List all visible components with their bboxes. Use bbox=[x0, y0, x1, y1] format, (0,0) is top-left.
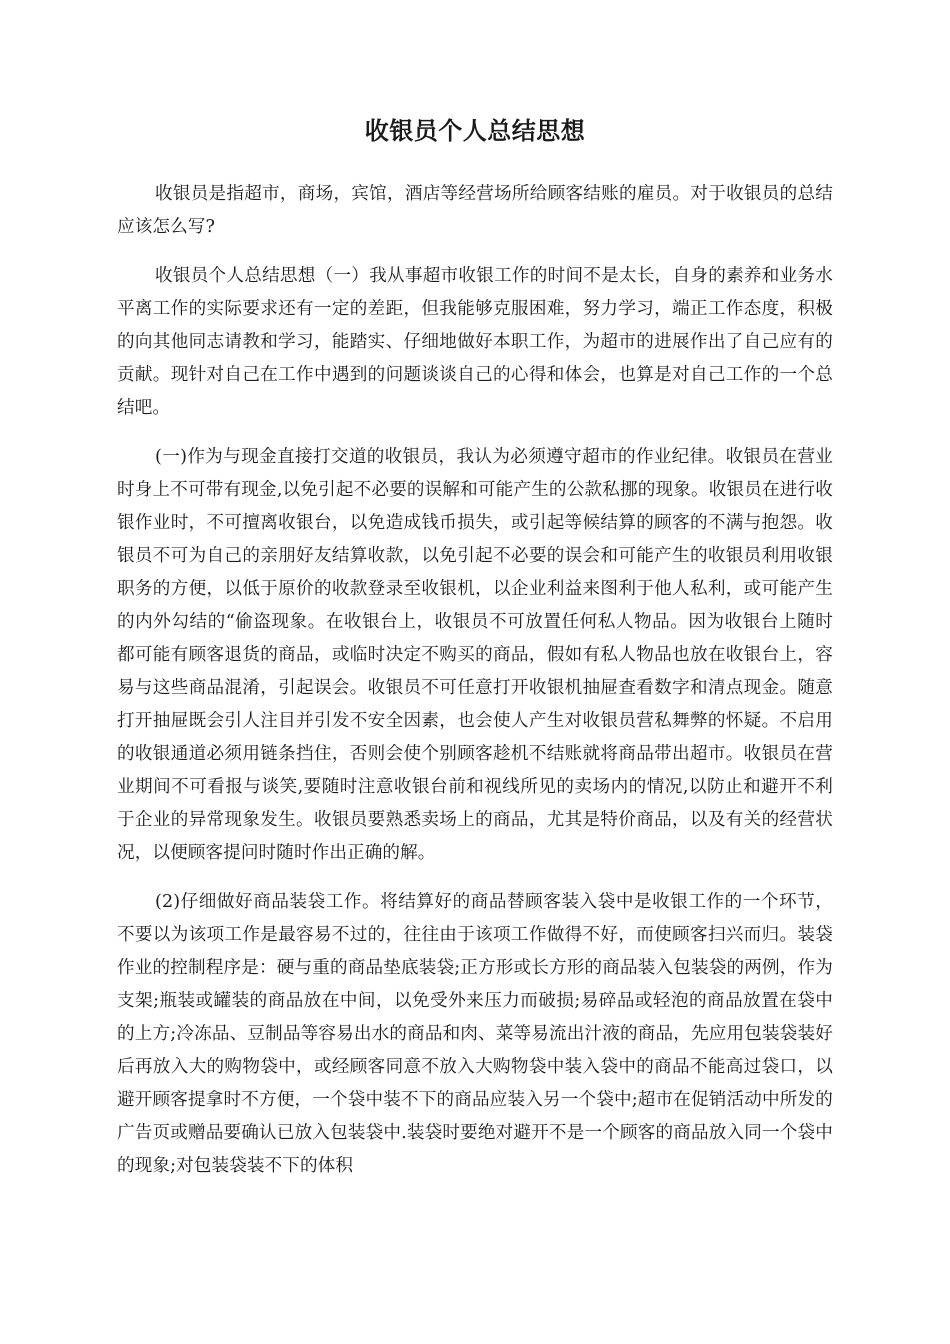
paragraph-bagging: (2)仔细做好商品装袋工作。将结算好的商品替顾客装入袋中是收银工作的一个环节，不要以为该项工作是最容易不过的，往往由于该项工作做得不好，而使顾客扫兴而归。装袋作业的控制程序是：硬与重的商品垫底装袋;正方形或长方形的商品装入包装袋的两例，作为支架;瓶装或罐装的商品放在中间，以免受外来压力而破损;易碎品或轻泡的商品放置在袋中的上方;冷冻品、豆制品等容易出水的商品和肉、菜等易流出汁液的商品，先应用包装袋装好后再放入大的购物袋中，或经顾客同意不放入大购物袋中装入袋中的商品不能高过袋口，以避开顾客提拿时不方便，一个袋中装不下的商品应装入另一个袋中;超市在促销活动中所发的广告页或赠品要确认已放入包装袋中.装袋时要绝对避开不是一个顾客的商品放入同一个袋中的现象;对包装袋装不下的体积 bbox=[117, 892, 833, 1176]
document-title: 收银员个人总结思想 bbox=[364, 117, 586, 145]
paragraph-work-discipline: (一)作为与现金直接打交道的收银员，我认为必须遵守超市的作业纪律。收银员在营业时身上不可带有现金,以免引起不必要的误解和可能产生的公款私挪的现象。收银员在进行收银作业时，不可擅离收银台，以免造成钱币损失，或引起等候结算的顾客的不满与抱怨。收银员不可为自己的亲朋好友结算收款，以免引起不必要的误会和可能产生的收银员利用收银职务的方便，以低于原价的收款登录至收银机，以企业利益来图利于他人私利，或可能产生的内外勾结的“偷盗现象。在收银台上，收银员不可放置任何私人物品。因为收银台上随时都可能有顾客退货的商品，或临时决定不购买的商品，假如有私人物品也放在收银台上，容易与这些商品混淆，引起误会。收银员不可任意打开收银机抽屉查看数字和清点现金。随意打开抽屉既会引人注目并引发不安全因素，也会使人产生对收银员营私舞弊的怀疑。不启用的收银通道必须用链条挡住，否则会使个别顾客趁机不结账就将商品带出超市。收银员在营业期间不可看报与谈笑,要随时注意收银台前和视线所见的卖场内的情况,以防止和避开不利于企业的异常现象发生。收银员要熟悉卖场上的商品，尤其是特价商品，以及有关的经营状况，以便顾客提问时随时作出正确的解。 bbox=[117, 447, 833, 863]
paragraph-summary-one: 收银员个人总结思想（一）我从事超市收银工作的时间不是太长，自身的素养和业务水平离工作的实际要求还有一定的差距，但我能够克服困难，努力学习，端正工作态度，积极的向其他同志请教和学习，能踏实、仔细地做好本职工作，为超市的进展作出了自己应有的贡献。现针对自己在工作中遇到的问题谈谈自己的心得和体会，也算是对自己工作的一个总结吧。 bbox=[117, 266, 833, 418]
paragraph-intro: 收银员是指超市，商场，宾馆，酒店等经营场所给顾客结账的雇员。对于收银员的总结应该怎么写? bbox=[117, 184, 833, 237]
document-body bbox=[117, 178, 833, 1199]
